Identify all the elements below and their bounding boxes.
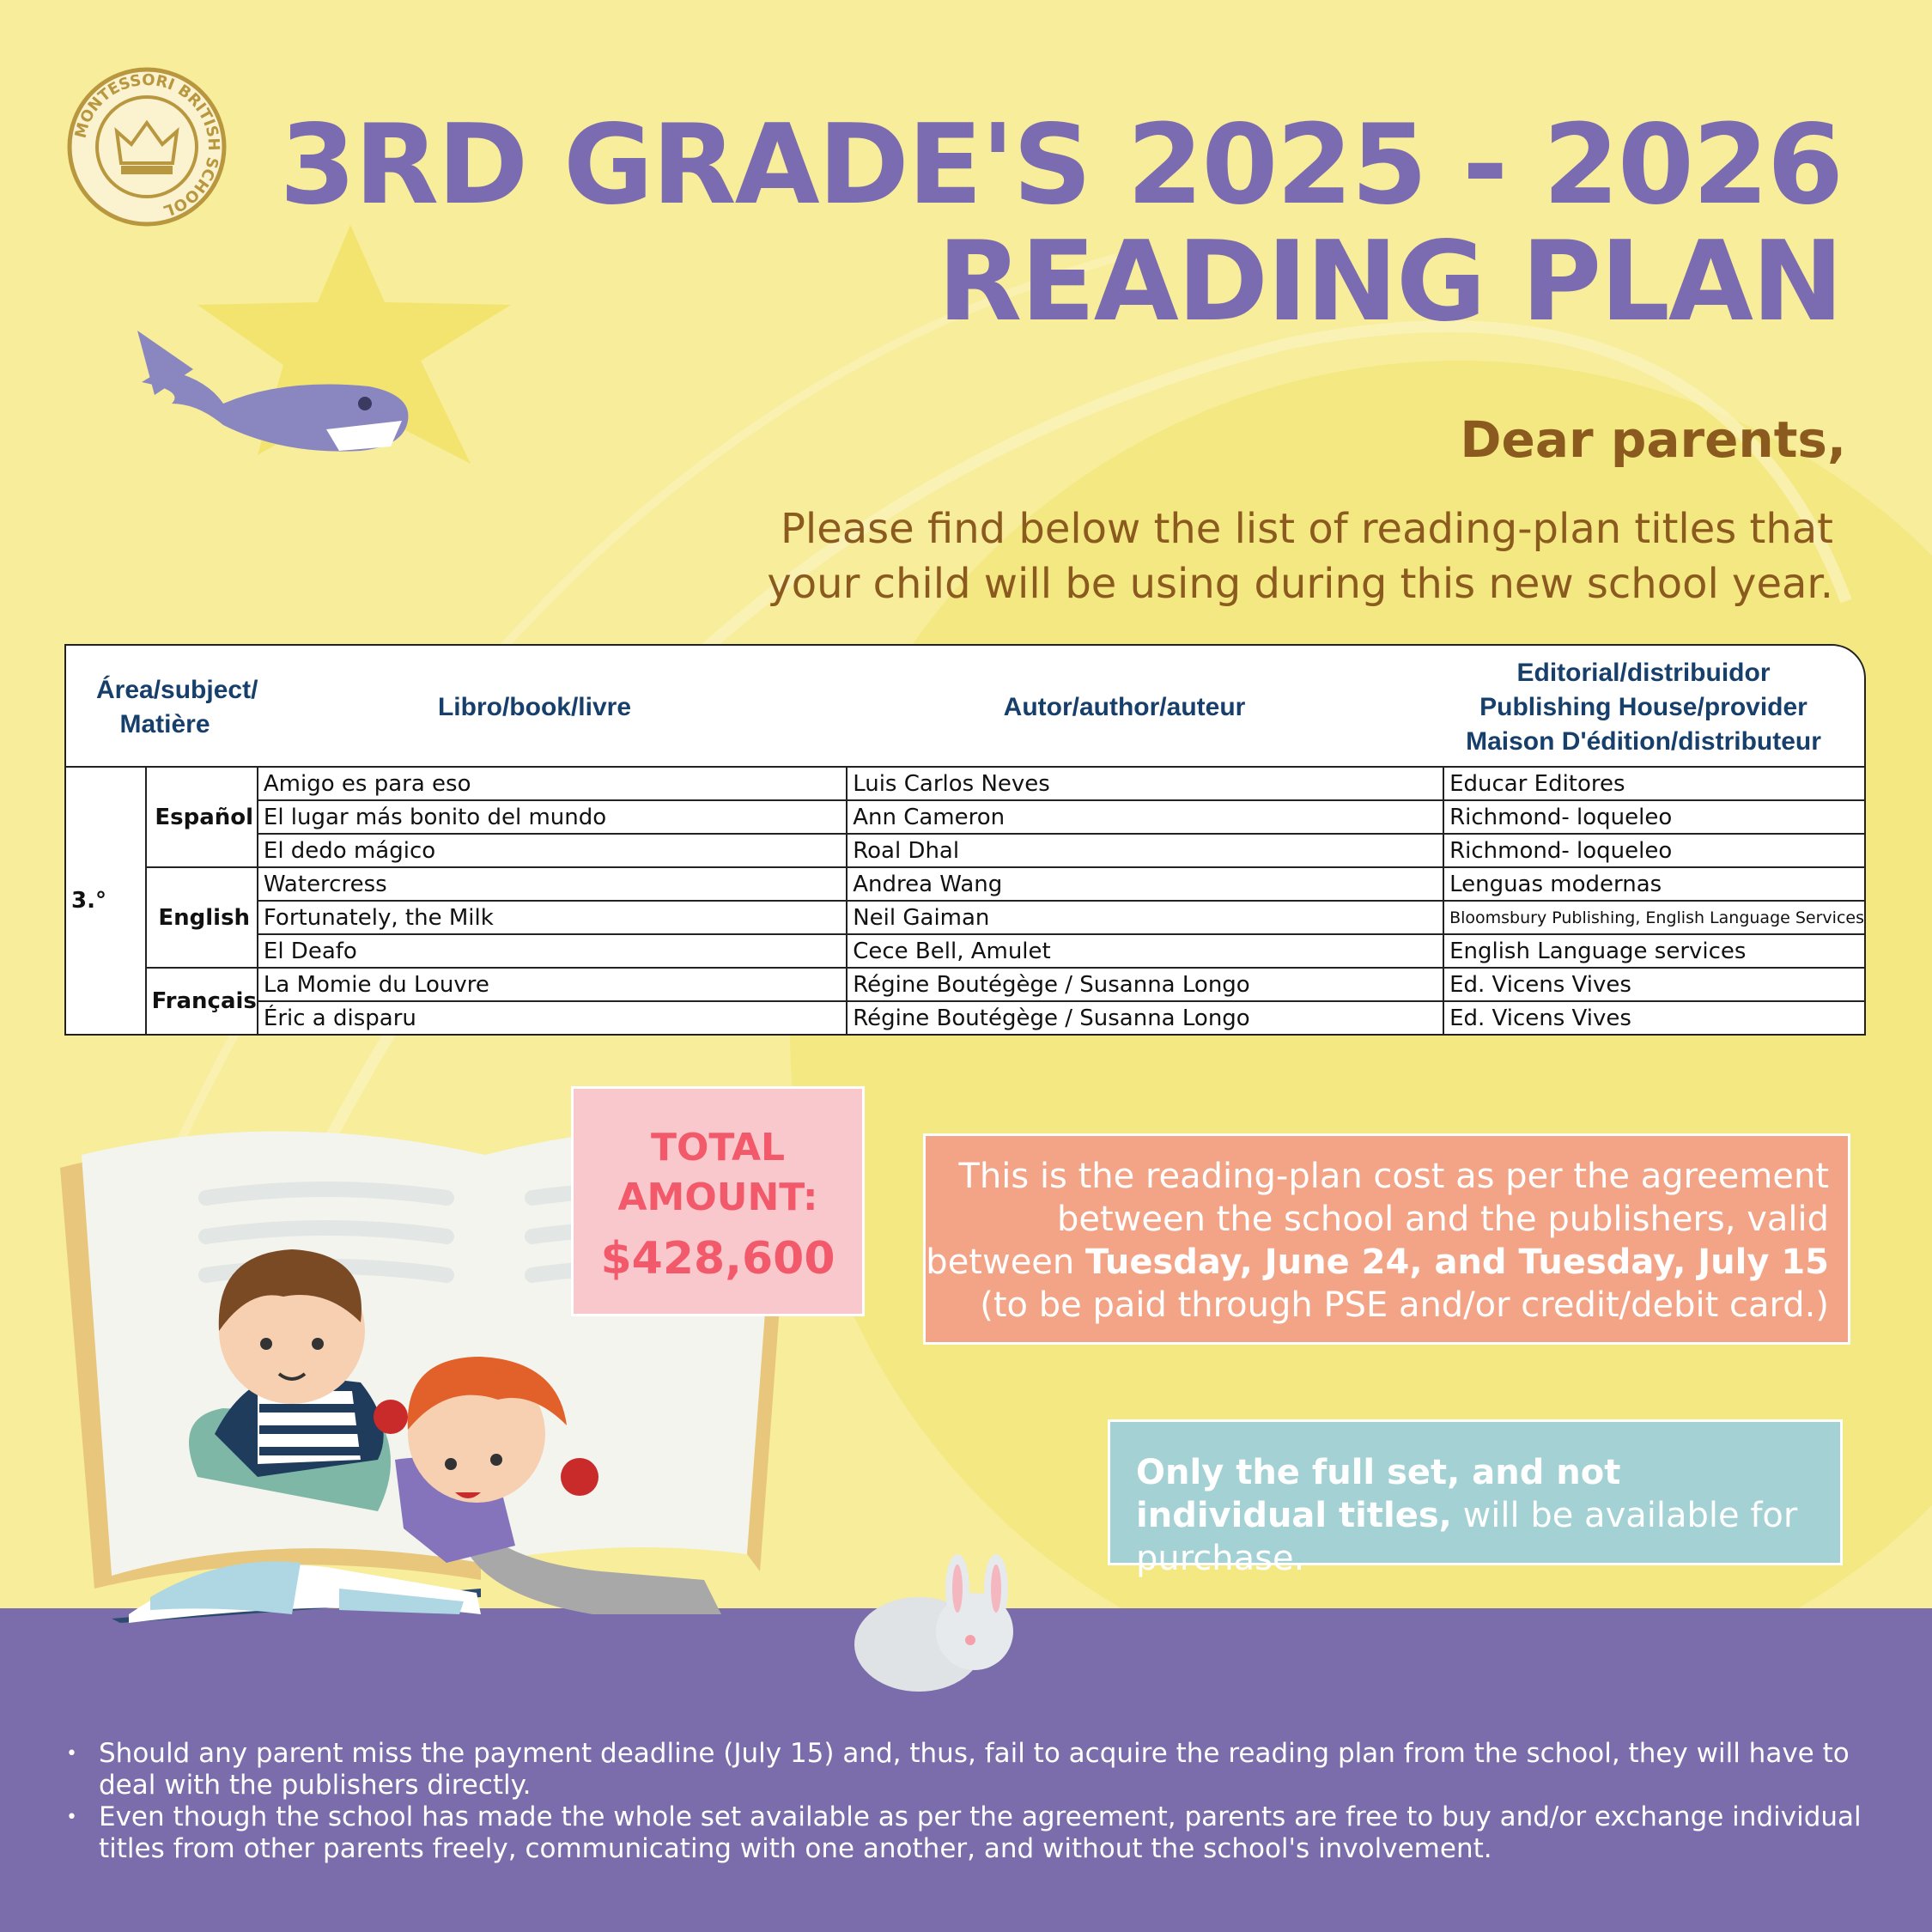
- author-cell: Régine Boutégège / Susanna Longo: [847, 1001, 1443, 1035]
- note-item: • Should any parent miss the payment deadline (July 15) and, thus, fail to acquire the reading plan from the school, they will have to deal with the publishers directly.: [64, 1738, 1885, 1801]
- author-cell: Andrea Wang: [847, 867, 1443, 901]
- cost-note-text: This is the reading-plan cost as per the agreement between the school and the publishers, valid between: [926, 1157, 1829, 1282]
- school-logo: [67, 67, 227, 227]
- book-cell: Amigo es para eso: [258, 767, 847, 800]
- header-author: Autor/author/auteur: [1003, 693, 1246, 721]
- table-row: [65, 867, 1865, 901]
- subject-french: Français: [146, 968, 258, 1035]
- publisher-cell: Ed. Vicens Vives: [1443, 1001, 1865, 1035]
- publisher-cell: Educar Editores: [1443, 767, 1865, 800]
- table-row: [65, 901, 1865, 934]
- table-row: [65, 767, 1865, 800]
- children-reading-illustration: [0, 1082, 1073, 1735]
- page-title: [279, 101, 1843, 346]
- subject-english: English: [146, 867, 258, 968]
- subject-spanish: Español: [146, 767, 258, 867]
- grade-cell: 3.°: [65, 767, 146, 1035]
- greeting: Dear parents,: [1460, 410, 1846, 469]
- availability-bold: Only the full set, and not individual titles,: [1136, 1453, 1621, 1535]
- footer-notes: [64, 1738, 1885, 1865]
- header-publisher: Editorial/distribuidor Publishing House/provider Maison D'édition/distributeur: [1466, 659, 1821, 756]
- publisher-cell: Richmond- loqueleo: [1443, 834, 1865, 867]
- author-cell: Cece Bell, Amulet: [847, 934, 1443, 968]
- author-cell: Régine Boutégège / Susanna Longo: [847, 968, 1443, 1001]
- title-line-1: 3RD GRADE'S 2025 - 2026: [279, 101, 1842, 229]
- logo-text: MONTESSORI BRITISH SCHOOL: [71, 70, 223, 220]
- total-label: TOTAL AMOUNT:: [617, 1126, 818, 1219]
- availability-note: [1108, 1419, 1843, 1578]
- table-row: [65, 834, 1865, 867]
- total-amount-box: [571, 1086, 865, 1316]
- author-cell: Roal Dhal: [847, 834, 1443, 867]
- table-row: [65, 800, 1865, 834]
- cost-note-payment: (to be paid through PSE and/or credit/debit card.): [980, 1285, 1829, 1325]
- author-cell: Luis Carlos Neves: [847, 767, 1443, 800]
- book-cell: El dedo mágico: [258, 834, 847, 867]
- book-cell: Éric a disparu: [258, 1001, 847, 1035]
- publisher-cell: English Language services: [1443, 934, 1865, 968]
- header-area: Área/subject/ Matière: [96, 676, 258, 738]
- intro-text: Please find below the list of reading-plan titles that your child will be using during this new school year.: [767, 505, 1833, 608]
- header-book: Libro/book/livre: [437, 693, 632, 721]
- book-cell: El lugar más bonito del mundo: [258, 800, 847, 834]
- table-row: [65, 934, 1865, 968]
- cost-note: [923, 1133, 1850, 1345]
- publisher-cell: Ed. Vicens Vives: [1443, 968, 1865, 1001]
- book-cell: La Momie du Louvre: [258, 968, 847, 1001]
- table-row: [65, 1001, 1865, 1035]
- book-cell: El Deafo: [258, 934, 847, 968]
- book-cell: Watercress: [258, 867, 847, 901]
- availability-rest: will be available for purchase.: [1136, 1496, 1798, 1578]
- bunny-illustration: [854, 1554, 1013, 1692]
- author-cell: Ann Cameron: [847, 800, 1443, 834]
- publisher-cell: Richmond- loqueleo: [1443, 800, 1865, 834]
- cost-note-dates: Tuesday, June 24, and Tuesday, July 15: [1084, 1242, 1829, 1282]
- reading-plan-table: [64, 644, 1866, 1042]
- publisher-cell: Lenguas modernas: [1443, 867, 1865, 901]
- book-cell: Fortunately, the Milk: [258, 901, 847, 934]
- publisher-cell: Bloomsbury Publishing, English Language Services: [1443, 901, 1865, 934]
- total-amount: $428,600: [600, 1233, 835, 1285]
- author-cell: Neil Gaiman: [847, 901, 1443, 934]
- table-header: [64, 644, 1866, 768]
- title-line-2: READING PLAN: [937, 218, 1842, 346]
- table-row: [65, 968, 1865, 1001]
- note-item: • Even though the school has made the whole set available as per the agreement, parents are free to buy and/or exchange individual titles from other parents freely, communicating with one another, and without the school's involvement.: [64, 1801, 1885, 1865]
- table-body: [64, 766, 1866, 1036]
